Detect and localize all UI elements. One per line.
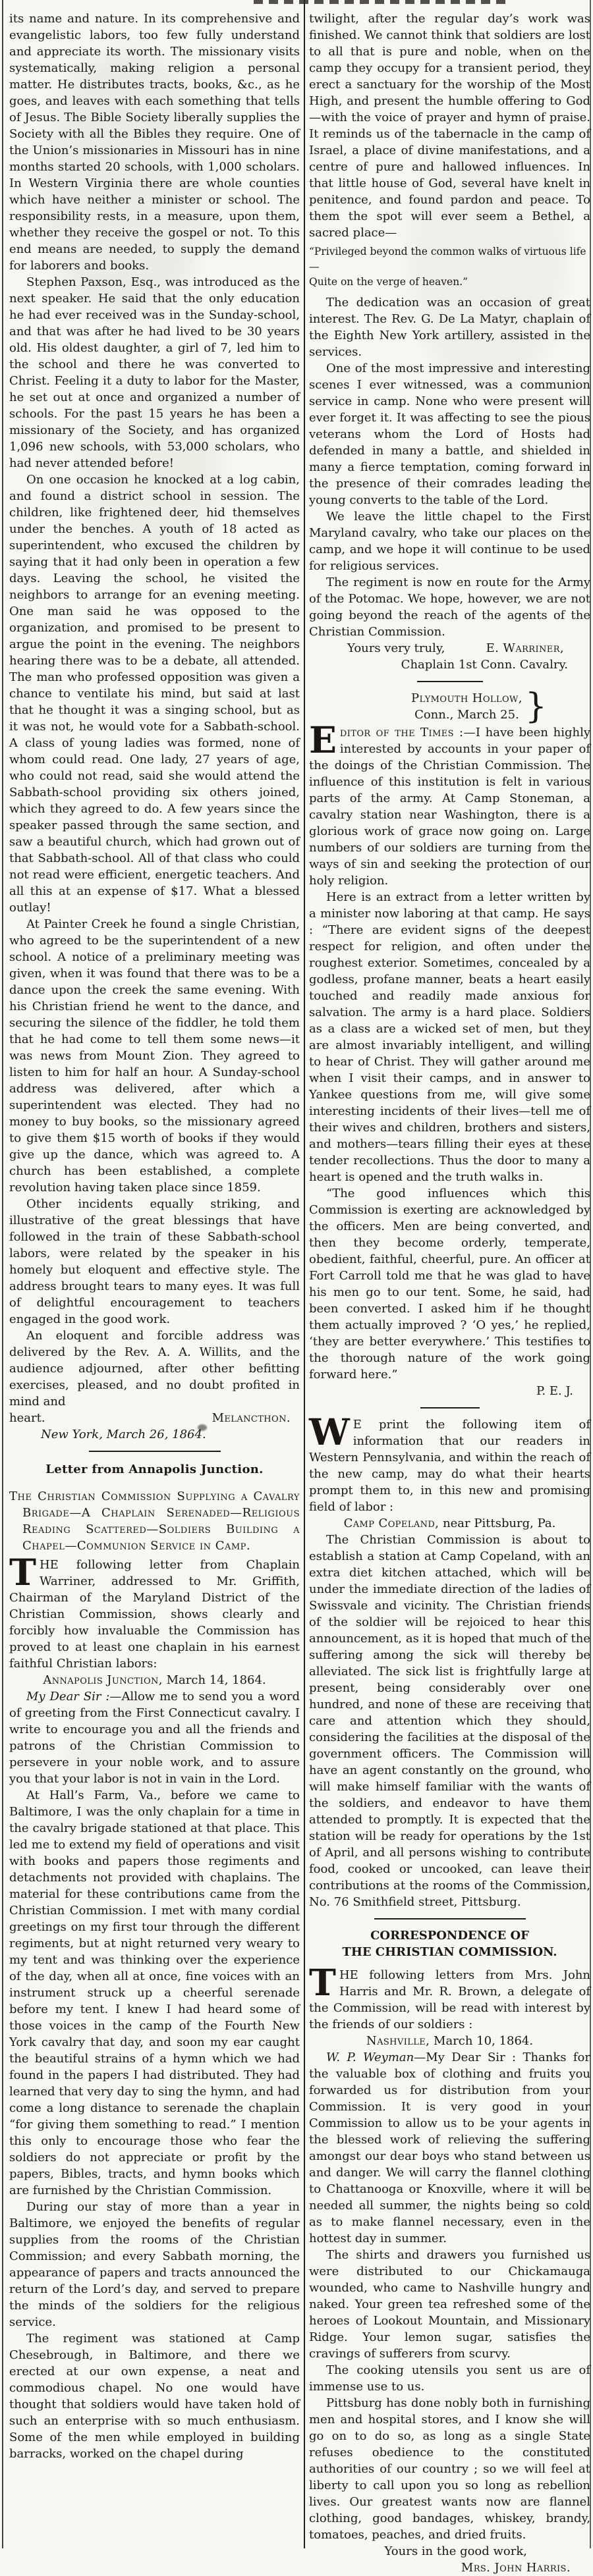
signature-name: Mrs. John Harris. [461,2561,571,2575]
paragraph-lead: W. P. Weyman— [326,2051,426,2064]
place-date-lines [411,690,522,723]
dateline [9,1672,300,1688]
headline-line: THE CHRISTIAN COMMISSION. [342,1945,557,1959]
dateline-place: Annapolis Junction, [43,1673,163,1687]
dateline-place: Plymouth Hollow, [410,691,522,705]
article-paragraph: We leave the little chapel to the First Maryland cavalry, who take our places on the camp, and we hope it will continue to be used for religious services. [309,510,590,573]
headline [309,1927,590,1960]
closing-phrase: Yours very truly, [347,641,445,655]
section-rule [89,1451,221,1452]
signature-line [9,1410,300,1426]
article-paragraph: W. P. Weyman—My Dear Sir : Thanks for the valuable box of clothing and fruits you forwarded us for distribution from your Commission. It is very good in your Commission to allow us to be your agents in the blessed work of relieving the suffering amongst our dear boys who stand between us and danger. We will carry the flannel clothing to Chattanooga or Knoxville, where it will be needed all summer, the nights being so cold as to make flannel necessary, even in the hottest day in summer. [309,2051,590,2245]
article-paragraph: twilight, after the regular day’s work was finished. We cannot think that soldiers are lost to all that is pure and noble, when on the camp they occupy for a transient period, they erect a sanctuary for the worship of the Most High, and present the humble offering to God—with the voice of prayer and hymn of praise. It reminds us of the tabernacle in the camp of Israel, a place of divine manifestations, and a centre of pure and hallowed influences. In that little house of God, several have knelt in penitence, and found pardon and peace. To them the spot will ever seem a Bethel, a sacred place— [309,12,590,240]
closing-phrase: Yours in the good work, [384,2544,527,2558]
dateline-date: March 14, 1864. [162,1673,266,1687]
article-paragraph: The Christian Commission is about to establish a station at Camp Copeland, with an extra diet kitchen attached, which will be under the immediate direction of the ladies of Swissvale and vicinity. The Christian friends of the soldier will be rejoiced to hear this announcement, as it is hoped that much of the suffering among the sick will thereby be alleviated. The sick list is frightfully large at present, being considerably over one hundred, and none of these are receiving that care and attention which they should, considering the facilities at the disposal of the government officers. The Commission will have an agent constantly on the ground, who will make himself familiar with the wants of the soldiers, and endeavor to have them attended to promptly. It is expected that the station will be ready for operations by the 1st of April, and all persons wishing to contribute food, cooked or uncooked, can leave their contributions at the rooms of the Commission, No. 76 Smithfield street, Pittsburg. [309,1533,590,1909]
headline: Letter from Annapolis Junction. [45,1462,264,1476]
article-paragraph: Editor of the Times :—I have been highly interested by accounts in your paper of the doings of the Christian Commission. The influence of this institution is felt in various parts of the army. At Camp Stoneman, a cavalry station near Washington, there is a glorious work of grace now going on. Large numbers of our soldiers are turning from the ways of sin and seeking the protection of our holy religion. [309,718,590,888]
cropped-line-artifact [254,0,511,4]
column-divider-rule [304,0,305,2548]
article-paragraph: At Hall’s Farm, Va., before we came to Baltimore, I was the only chaplain for a time in the cavalry brigade stationed at that place. This led me to extend my field of operations and visit with books and papers those regiments and detachments not provided with chaplains. The material for these contributions came from the Christian Commission. I met with many cordial greetings on my first tour through the different regiments, but at night returned very weary to my tent and was thinking over the experience of the day, when all at once, fine voices with an instrument struck up a cheerful serenade before my tent. I knew I had heard some of those voices in the camp of the Fourth New York cavalry that day, and soon my ear caught the beautiful strains of a hymn which we had found in the papers I had distributed. They had learned that very day to sing the hymn, and had come a long distance to serenade the chaplain “for giving them something to read.” I mention this only to encourage those who fear the soldiers do not appreciate or profit by the papers, Bibles, tracts, and hymn books which are furnished by the Christian Commission. [9,1788,300,2197]
article-paragraph: My Dear Sir :—Allow me to send you a word of greeting from the First Connecticut cavalry. I write to encourage you and all the friends and patrons of the Christian Commission to persevere in your noble work, and to assure you that your labor is not in vain in the Lord. [9,1690,300,1786]
dateline [309,2033,590,2049]
paragraph-lead: HE [39,1558,59,1572]
verse-quote [309,244,590,290]
drop-cap: E [309,718,337,761]
article-paragraph: The dedication was an occasion of great interest. The Rev. G. De La Matyr, chaplain of the Eighth New York artillery, assisted in the services. [309,296,590,359]
dateline-place: Camp Copeland, [343,1516,439,1530]
paragraph-end: heart. [9,1411,45,1425]
drop-cap: T [9,1551,36,1594]
subheadline-deck: The Christian Commission Supplying a Cavalry Brigade—A Chaplain Serenaded—Religious Reading Scattered—Soldiers Building a Chapel—Communion Service in Camp. [9,1489,300,1553]
article-paragraph: THE following letters from Mrs. John Harris and Mr. R. Brown, a delegate of the Commission, will be read with interest by the friends of our soldiers : [309,1961,590,2031]
signature-name [309,2560,590,2576]
headline-line: CORRESPONDENCE OF [370,1929,529,1943]
page-left-edge-rule [2,0,3,2548]
place-dateline [309,687,590,726]
dateline-date: Conn., March 25. [414,708,519,722]
letter-signature [309,640,590,673]
section-rule [374,1918,526,1919]
signature-line [309,640,590,657]
article-paragraph: THE following letter from Chaplain Warriner, addressed to Mr. Griffith, Chairman of the Maryland District of the Christian Commission, shows clearly and forcibly how invaluable the Commission has proved to at least one chaplain in his earnest faithful Christian labors: [9,1551,300,1671]
paragraph-lead: HE [339,1968,358,1982]
article-paragraph: Stephen Paxson, Esq., was introduced as the next speaker. He said that the only education he had ever received was in the Sunday-school, and that was after he had lived to be 30 years old. His oldest daughter, a girl of 7, led him to the school and there he was converted to Christ. Feeling it a duty to labor for the Master, he set out at once and organized a number of schools. For the past 15 years he has been a missionary of the Society, and has organized 1,096 new schools, with 53,000 scholars, who had never attended before! [9,275,300,470]
signature-name: E. Warriner, [486,641,564,655]
dateline-date: near Pittsburg, Pa. [439,1516,556,1530]
signature-initials: P. E. J. [536,1384,573,1398]
section-rule [420,1407,480,1409]
article-paragraph: At Painter Creek he found a single Christian, who agreed to be the superintendent of a new school. A notice of a preliminary meeting was given, when it was found that there was to be a dance upon the creek the same evening. With his Christian friend he went to the dance, and securing the silence of the fiddler, he told them that he had come to tell them some news—it was news from Mount Zion. They agreed to listen to him for half an hour. A Sunday-school address was delivered, after which a superintendent was elected. They had no money to buy books, so the missionary agreed to give them $15 worth of books if they would give up the dance, which was agreed to. A church has been established, a complete revolution having taken place since 1859. [9,917,300,1194]
article-paragraph: One of the most impressive and interesting scenes I ever witnessed, was a communion service in camp. None who were present will ever forget it. It was affecting to see the pious veterans whom the Lord of Hosts had defended in many a battle, and shielded in many a fierce temptation, coming forward in the presence of their comrades leading the young converts to the table of the Lord. [309,362,590,507]
article-paragraph: Here is an extract from a letter written by a minister now laboring at that camp. He says : “There are evident signs of the deepest respect for religion, and often under the roughest exterior. Sometimes, concealed by a godless, profane manner, beats a heart easily touched and readily made anxious for salvation. The army is a hard place. Soldiers as a class are a wicked set of men, but they are almost invariably intelligent, and willing to hear of Christ. They will gather around me when I visit their camps, and in answer to Yankee questions from me, will give some interesting incidents of their lives—tell me of their wives and children, brothers and sisters, and mothers—tears filling their eyes at these tender recollections. Thus the door to many a heart is opened and the truth walks in. [309,890,590,1184]
dateline-place: Nashville, [366,2034,430,2048]
dateline: New York, March 26, 1864. [41,1428,206,1441]
article-paragraph: Other incidents equally striking, and illustrative of the great blessings that have followed in the train of these Sabbath-school labors, were related by the speaker in his homely but eloquent and effective style. The address brought tears to many eyes. It was full of delightful encouragement to teachers engaged in the good work. [9,1197,300,1326]
article-paragraph: During our stay of more than a year in Baltimore, we enjoyed the benefits of regular supplies from the rooms of the Christian Commission; and every Sabbath morning, the appearance of papers and tracts announced the return of the Lord’s day, and served to prepare the minds of the soldiers for the religious service. [9,2200,300,2329]
dateline [309,1515,590,1532]
right-column [309,11,590,2576]
paragraph-lead: My Dear Sir :— [26,1690,122,1704]
paragraph-lead: ditor of the Times :— [339,726,476,739]
drop-cap: T [309,1961,336,2004]
signature-title: Chaplain 1st Conn. Cavalry. [401,658,568,672]
article-paragraph: W E print the following item of information that our readers in Western Pennsylvania, and within the reach of the new camp, may do what their hearts prompt them to, in this new and promising field of labor : [309,1410,590,1514]
article-paragraph: The shirts and drawers you furnished us were distributed to our Chickamauga wounded, who came to Nashville hungry and naked. Your green tea refreshed some of the heroes of Lookout Mountain, and Missionary Ridge. Your lemon sugar, satisfies the cravings of sufferers from scurvy. [309,2248,590,2361]
signature-name: Melancthon. [212,1411,291,1425]
article-paragraph: “The good influences which this Commission is exerting are acknowledged by the officers. Men are being converted, and then they become orderly, temperate, obedient, faithful, cheerful, pure. An officer at Fort Carroll told me that he was glad to have his men go to our tent. Some, he said, had been converted. I asked him if he thought them actually improved ? ‘O yes,’ he replied, ‘they are better everywhere.’ This testifies to the thorough nature of the work going forward here.” [309,1187,590,1382]
drop-cap: W [309,1410,350,1453]
brace-glyph: } [524,687,547,726]
article-paragraph: Pittsburg has done nobly both in furnishing men and hospital stores, and I know she will go on to do so, as long as a single State refuses obedience to the constituted authorities of our country ; so we will feel at liberty to call upon you so long as rebellion lives. Our greatest wants now are flannel clothing, good bandages, whiskey, brandy, tomatoes, peaches, and dried fruits. [309,2396,590,2542]
article-paragraph: On one occasion he knocked at a log cabin, and found a district school in session. The children, like frightened deer, hid themselves under the benches. A youth of 18 acted as superintendent, who excused the children by saying that it had only been in operation a few days. Leaving the school, he visited the neighbors to arrange for an evening meeting. One man said he was opposed to the organization, and promised to be present to argue the point in the evening. The neighbors hearing there was to be a debate, all attended. The man who professed opposition was given a chance to ventilate his mind, but said at last that he thought it was a singing school, but as it was not, he would vote for a Sabbath-school. A class of young ladies was formed, none of whom could read. One lady, 27 years of age, who could not read, said she would attend the Sabbath-school providing six others joined, which they agreed to do. A few years since the speaker passed through the same section, and saw a beautiful church, which had grown out of that Sabbath-school. All of that class who could not read were efficient, energetic teachers. And all this at an expense of $17. What a blessed outlay! [9,473,300,915]
quote-line: “Privileged beyond the common walks of virtuous life— [309,246,586,273]
article-paragraph: An eloquent and forcible address was delivered by the Rev. A. A. Willits, and the audience adjourned, after other befitting exercises, pleased, and no doubt profited in mind and [9,1329,300,1409]
article-paragraph: The regiment was stationed at Camp Chesebrough, in Baltimore, and there we erected at our own expense, a neat and commodious chapel. No one would have thought that soldiers would have taken hold of such an enterprise with so much enthusiasm. Some of the men while employed in building barracks, worked on the chapel during [9,2332,300,2461]
paragraph-lead: E [353,1418,362,1432]
dateline-date: March 10, 1864. [430,2034,534,2048]
article-paragraph: The regiment is now en route for the Army of the Potomac. We hope, however, we are not going beyond the reach of the agents of the Christian Commission. [309,576,590,639]
article-paragraph: The cooking utensils you sent us are of immense use to us. [309,2363,590,2394]
article-paragraph: its name and nature. In its comprehensive and evangelistic labors, too few fully understand and appreciate its worth. The missionary visits systematically, making religion a personal matter. He distributes tracts, books, &c., as he goes, and leaves with each something that tells of Jesus. The Bible Society liberally supplies the Society with all the Bibles they require. One of the Union’s missionaries in Missouri has in nine months started 20 schools, with 1,000 scholars. In Western Virginia there are whole counties which have neither a minister or school. The responsibility rests, in a measure, upon them, whether they receive the gospel or not. To this end means are needed, to supply the demand for laborers and books. [9,12,300,273]
left-column [9,11,300,2462]
quote-line: Quite on the verge of heaven.” [309,276,468,288]
section-rule [417,681,483,682]
